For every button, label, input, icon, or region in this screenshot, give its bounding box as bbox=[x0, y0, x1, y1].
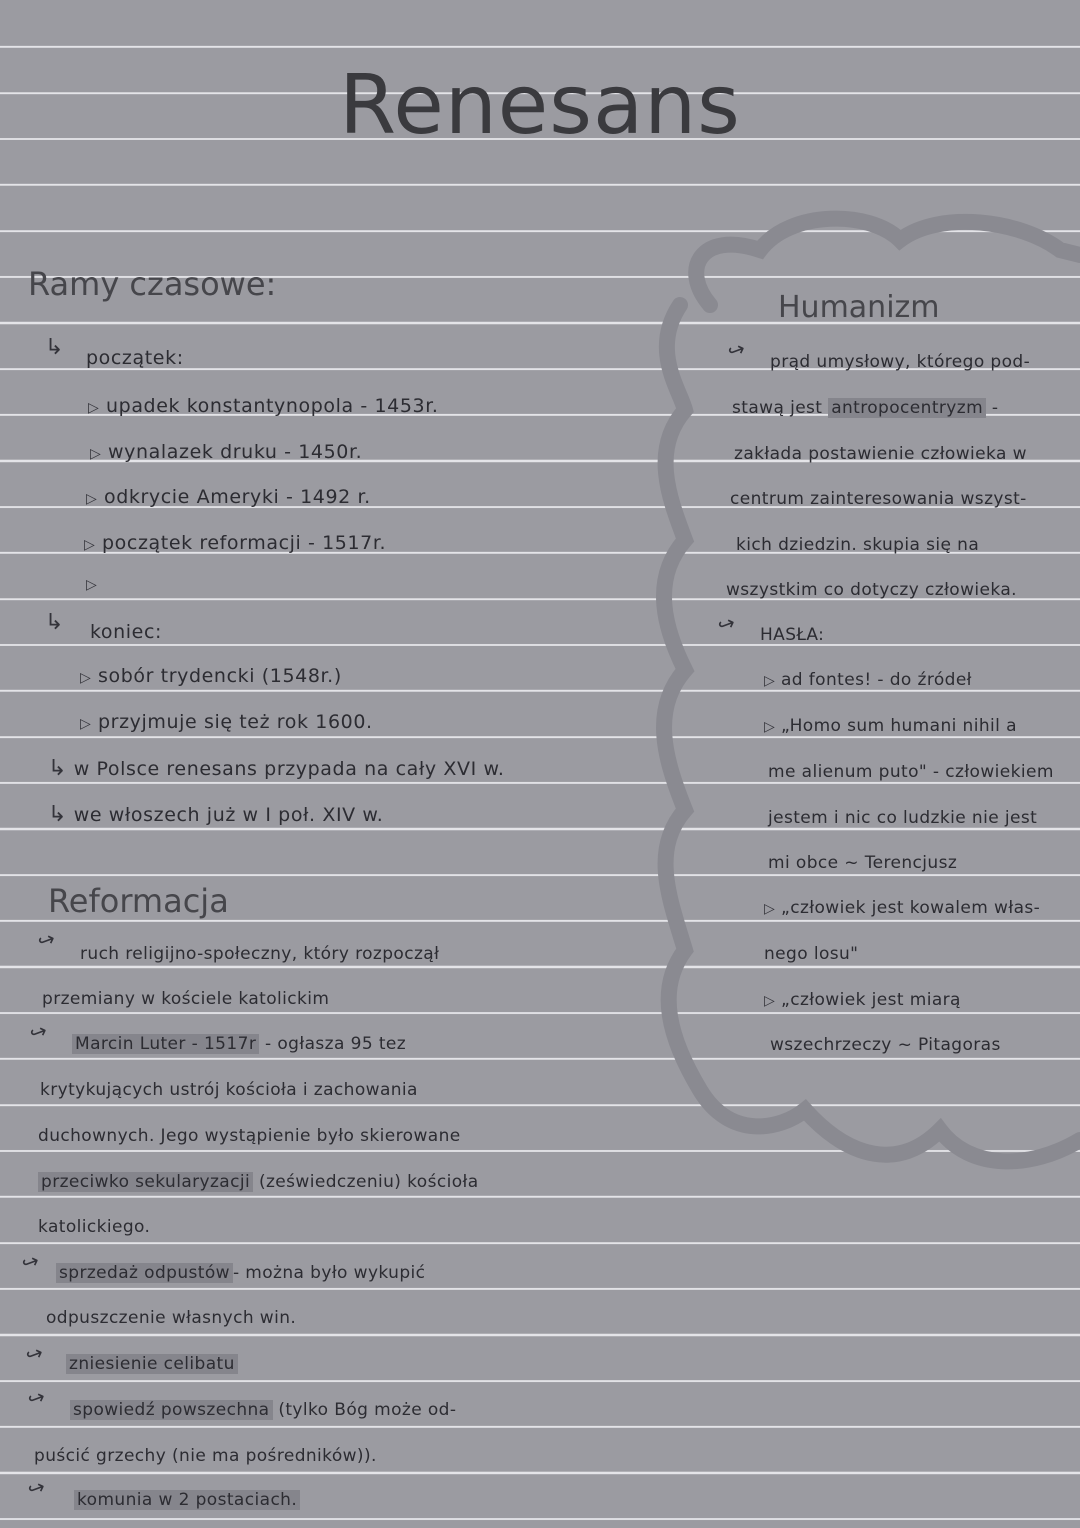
hasla-label: HASŁA: bbox=[760, 625, 825, 645]
humanizm-line: prąd umysłowy, którego pod- bbox=[770, 352, 1031, 372]
start-label: początek: bbox=[86, 347, 184, 369]
humanizm-line: wszechrzeczy ~ Pitagoras bbox=[770, 1035, 1001, 1055]
start-item: ▷ wynalazek druku - 1450r. bbox=[90, 441, 363, 463]
triangle-bullet-icon: ▷ bbox=[80, 716, 92, 732]
triangle-bullet-icon: ▷ bbox=[80, 670, 92, 686]
curly-arrow-icon: ↪ bbox=[714, 609, 739, 639]
triangle-bullet-icon: ▷ bbox=[764, 993, 776, 1009]
humanizm-line: jestem i nic co ludzkie nie jest bbox=[768, 808, 1038, 828]
reformacja-line: przeciwko sekularyzacji (zeświedczeniu) kościoła bbox=[38, 1172, 479, 1192]
reformacja-line: odpuszczenie własnych win. bbox=[46, 1308, 297, 1328]
start-item: ▷ początek reformacji - 1517r. bbox=[84, 532, 387, 554]
arrow-icon: ↳ bbox=[48, 756, 68, 781]
humanizm-line: mi obce ~ Terencjusz bbox=[768, 853, 958, 873]
reformacja-line: krytykujących ustrój kościoła i zachowania bbox=[40, 1080, 418, 1100]
triangle-bullet-icon: ▷ bbox=[86, 577, 98, 593]
humanizm-line: centrum zainteresowania wszyst- bbox=[730, 489, 1027, 509]
humanizm-line: zakłada postawienie człowieka w bbox=[734, 444, 1027, 464]
arrow-icon: ↳ bbox=[45, 610, 64, 635]
triangle-bullet-icon: ▷ bbox=[88, 400, 100, 416]
humanizm-line: nego losu" bbox=[764, 944, 859, 964]
reformacja-line: spowiedź powszechna (tylko Bóg może od- bbox=[70, 1400, 456, 1420]
start-item bbox=[86, 572, 97, 594]
reformacja-line: komunia w 2 postaciach. bbox=[74, 1490, 300, 1510]
triangle-bullet-icon: ▷ bbox=[764, 673, 776, 689]
reformacja-line: Marcin Luter - 1517r - ogłasza 95 tez bbox=[72, 1034, 406, 1054]
humanizm-line: stawą jest antropocentryzm - bbox=[732, 398, 999, 418]
start-item: ▷ upadek konstantynopola - 1453r. bbox=[88, 395, 439, 417]
end-label: koniec: bbox=[90, 621, 163, 643]
reformacja-line: sprzedaż odpustów - można było wykupić bbox=[56, 1263, 425, 1283]
reformacja-line: katolickiego. bbox=[38, 1217, 151, 1237]
curly-arrow-icon: ↪ bbox=[22, 1339, 47, 1369]
start-item: ▷ odkrycie Ameryki - 1492 r. bbox=[86, 486, 371, 508]
humanizm-line: ▷ „człowiek jest miarą bbox=[764, 990, 961, 1010]
page-title: Renesans bbox=[339, 58, 741, 153]
humanizm-line: kich dziedzin. skupia się na bbox=[736, 535, 980, 555]
curly-arrow-icon: ↪ bbox=[26, 1017, 51, 1047]
end-item: ▷ sobór trydencki (1548r.) bbox=[80, 665, 342, 687]
triangle-bullet-icon: ▷ bbox=[86, 491, 98, 507]
triangle-bullet-icon: ▷ bbox=[764, 719, 776, 735]
humanizm-line: wszystkim co dotyczy człowieka. bbox=[726, 580, 1017, 600]
humanizm-line: me alienum puto" - człowiekiem bbox=[768, 762, 1054, 782]
triangle-bullet-icon: ▷ bbox=[764, 901, 776, 917]
curly-arrow-icon: ↪ bbox=[24, 1473, 49, 1503]
reformacja-line: duchownych. Jego wystąpienie było skierowane bbox=[38, 1126, 461, 1146]
humanizm-line: ▷ „człowiek jest kowalem włas- bbox=[764, 898, 1041, 918]
humanizm-heading: Humanizm bbox=[778, 290, 940, 325]
curly-arrow-icon: ↪ bbox=[34, 925, 59, 955]
italy-note: ↳ we włoszech już w I poł. XIV w. bbox=[48, 802, 384, 827]
reformacja-line: puścić grzechy (nie ma pośredników)). bbox=[34, 1446, 377, 1466]
arrow-icon: ↳ bbox=[45, 335, 64, 360]
poland-note: ↳ w Polsce renesans przypada na cały XVI w. bbox=[48, 756, 505, 781]
reformacja-line: ruch religijno-społeczny, który rozpoczął bbox=[80, 944, 440, 964]
end-item: ▷ przyjmuje się też rok 1600. bbox=[80, 711, 373, 733]
triangle-bullet-icon: ▷ bbox=[90, 446, 102, 462]
reformacja-line: przemiany w kościele katolickim bbox=[42, 989, 330, 1009]
reformacja-heading: Reformacja bbox=[48, 882, 229, 920]
reformacja-line: zniesienie celibatu bbox=[66, 1354, 238, 1374]
humanizm-line: ▷ „Homo sum humani nihil a bbox=[764, 716, 1017, 736]
triangle-bullet-icon: ▷ bbox=[84, 537, 96, 553]
humanizm-line: ▷ ad fontes! - do źródeł bbox=[764, 670, 972, 690]
curly-arrow-icon: ↪ bbox=[724, 335, 749, 365]
arrow-icon: ↳ bbox=[48, 802, 68, 827]
curly-arrow-icon: ↪ bbox=[24, 1383, 49, 1413]
ramy-heading: Ramy czasowe: bbox=[28, 265, 277, 303]
curly-arrow-icon: ↪ bbox=[18, 1247, 43, 1277]
